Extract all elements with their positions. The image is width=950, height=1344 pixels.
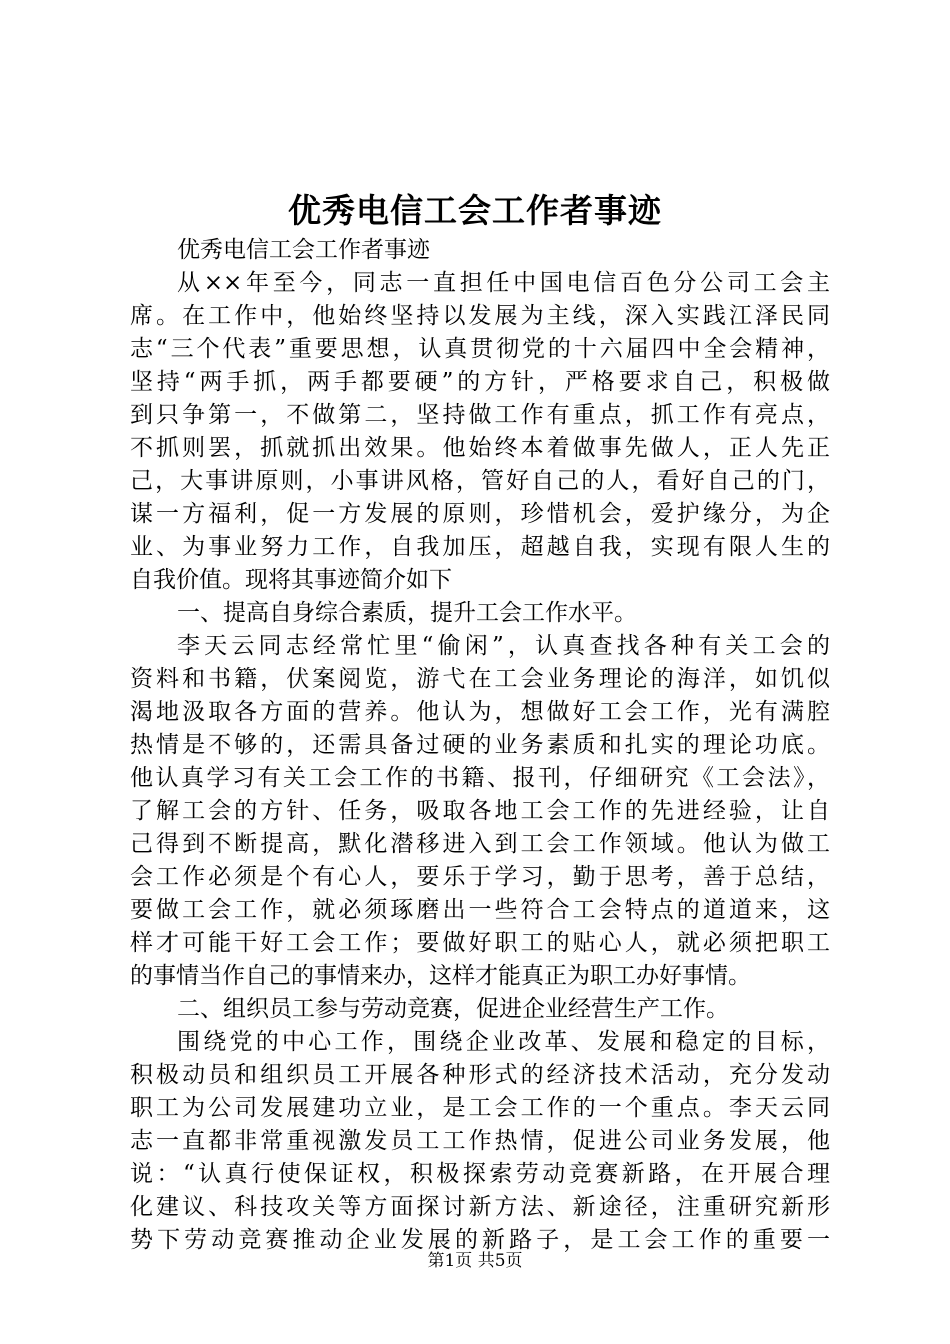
text-line: 的事情当作自己的事情来办，这样才能真正为职工办好事情。 <box>130 963 751 989</box>
text-line: 样才可能干好工会工作；要做好职工的贴心人，就必须把职工 <box>130 930 830 956</box>
text-line: 从××年至今，同志一直担任中国电信百色分公司工会主 <box>177 270 830 296</box>
text-line: 积极动员和组织员工开展各种形式的经济技术活动，充分发动 <box>130 1062 830 1088</box>
text-line: 围绕党的中心工作，围绕企业改革、发展和稳定的目标， <box>177 1029 830 1055</box>
text-line: 谋一方福利，促一方发展的原则，珍惜机会，爱护缘分，为企 <box>130 501 830 527</box>
text-line: 资料和书籍，伏案阅览，游弋在工会业务理论的海洋，如饥似 <box>130 666 830 692</box>
text-line: 说：“认真行使保证权，积极探索劳动竞赛新路，在开展合理 <box>130 1161 830 1187</box>
text-line: 势下劳动竞赛推动企业发展的新路子，是工会工作的重要一 <box>130 1227 830 1253</box>
text-line: 不抓则罢，抓就抓出效果。他始终本着做事先做人，正人先正 <box>130 435 830 461</box>
document-title: 优秀电信工会工作者事迹 <box>288 191 662 230</box>
text-line: 优秀电信工会工作者事迹 <box>177 237 430 263</box>
text-line: 渴地汲取各方面的营养。他认为，想做好工会工作，光有满腔 <box>130 699 830 725</box>
text-line: 他认真学习有关工会工作的书籍、报刊，仔细研究《工会法》， <box>130 765 830 791</box>
page-footer: 第1页 共5页 <box>427 1251 523 1271</box>
text-line: 二、组织员工参与劳动竞赛，促进企业经营生产工作。 <box>177 996 729 1022</box>
text-line: 李天云同志经常忙里“偷闲”，认真查找各种有关工会的 <box>177 633 830 659</box>
text-line: 热情是不够的，还需具备过硬的业务素质和扎实的理论功底。 <box>130 732 830 758</box>
text-line: 己，大事讲原则，小事讲风格，管好自己的人，看好自己的门， <box>130 468 830 494</box>
text-line: 志“三个代表”重要思想，认真贯彻党的十六届四中全会精神， <box>130 336 830 362</box>
text-line: 了解工会的方针、任务，吸取各地工会工作的先进经验，让自 <box>130 798 830 824</box>
text-line: 到只争第一，不做第二，坚持做工作有重点，抓工作有亮点， <box>130 402 830 428</box>
text-line: 席。在工作中，他始终坚持以发展为主线，深入实践江泽民同 <box>130 303 830 329</box>
text-line: 一、提高自身综合素质，提升工会工作水平。 <box>177 600 637 626</box>
text-line: 自我价值。现将其事迹简介如下 <box>130 567 452 593</box>
text-line: 会工作必须是个有心人，要乐于学习，勤于思考，善于总结， <box>130 864 830 890</box>
text-line: 坚持“两手抓，两手都要硬”的方针，严格要求自己，积极做 <box>130 369 830 395</box>
text-line: 职工为公司发展建功立业，是工会工作的一个重点。李天云同 <box>130 1095 830 1121</box>
text-line: 己得到不断提高，默化潜移进入到工会工作领域。他认为做工 <box>130 831 830 857</box>
text-line: 要做工会工作，就必须琢磨出一些符合工会特点的道道来，这 <box>130 897 830 923</box>
document-body <box>130 234 830 1257</box>
text-line: 志一直都非常重视激发员工工作热情，促进公司业务发展，他 <box>130 1128 830 1154</box>
text-line: 业、为事业努力工作，自我加压，超越自我，实现有限人生的 <box>130 534 830 560</box>
text-line: 化建议、科技攻关等方面探讨新方法、新途径，注重研究新形 <box>130 1194 830 1220</box>
